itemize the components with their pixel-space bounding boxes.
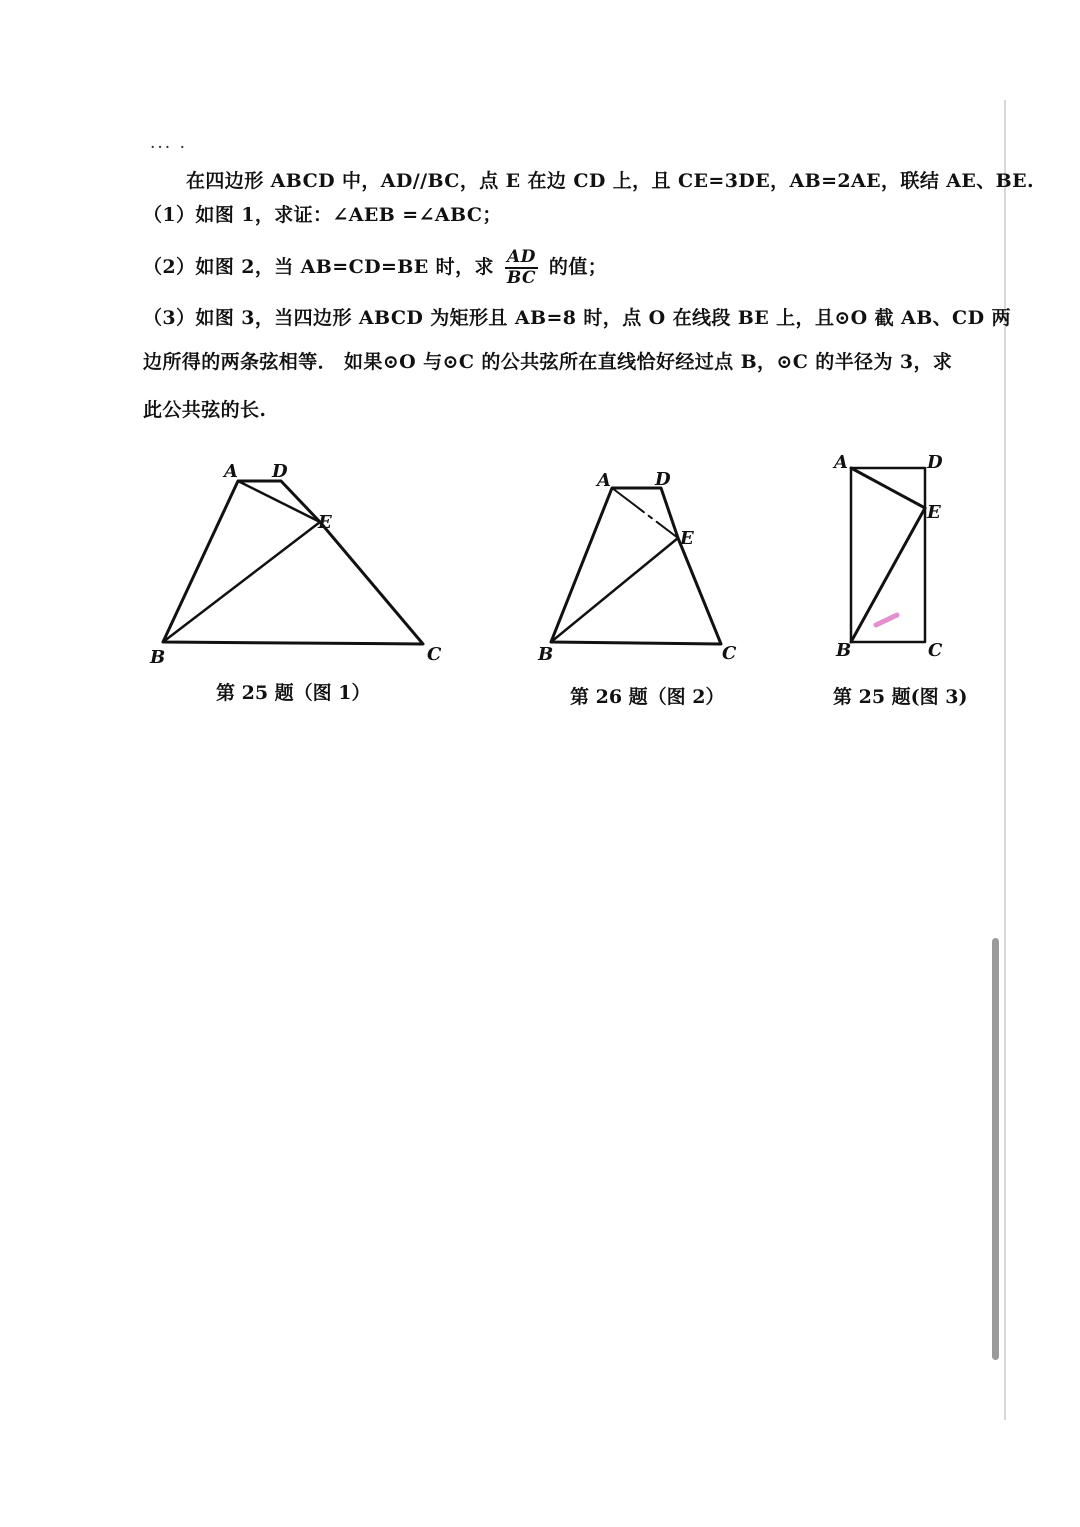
- part-2-prefix: （2）如图 2，当 AB=CD=BE 时，求: [143, 256, 494, 278]
- problem-part-1: （1）如图 1，求证：∠AEB =∠ABC；: [143, 204, 502, 226]
- figure-1-caption: 第 25 题（图 1）: [216, 682, 371, 704]
- fig1-segment-ae: [238, 481, 320, 522]
- fig3-label-d: D: [927, 452, 943, 473]
- fraction-denominator: BC: [506, 268, 536, 288]
- fig1-label-a: A: [224, 461, 238, 482]
- cropped-heading: ··· ·: [150, 142, 188, 154]
- fig1-label-c: C: [427, 644, 442, 665]
- figure-1: [149, 461, 442, 668]
- part-2-suffix: 的值；: [548, 256, 608, 278]
- fig3-label-c: C: [928, 640, 943, 661]
- problem-part-3-line-2: 边所得的两条弦相等． 如果⊙O 与⊙C 的公共弦所在直线恰好经过点 B，⊙C 的半径为 3，求: [143, 351, 953, 373]
- figure-2-caption: 第 26 题（图 2）: [570, 686, 725, 708]
- fig1-segment-be: [163, 522, 320, 642]
- fig1-label-e: E: [318, 512, 332, 533]
- fraction-numerator: AD: [505, 248, 538, 269]
- fig2-label-a: A: [597, 470, 611, 491]
- fig3-rectangle: [851, 468, 925, 642]
- problem-part-3-line-3: 此公共弦的长.: [143, 399, 267, 421]
- problem-intro: 在四边形 ABCD 中，AD//BC，点 E 在边 CD 上，且 CE=3DE，AB=2AE，联结 AE、BE.: [186, 170, 1035, 192]
- fig1-label-b: B: [150, 647, 166, 668]
- fig3-label-b: B: [836, 640, 852, 661]
- fig3-label-e: E: [927, 502, 941, 523]
- fig1-label-d: D: [272, 461, 288, 482]
- figure-3-caption: 第 25 题(图 3): [833, 686, 968, 708]
- fig1-quadrilateral: [163, 481, 423, 644]
- figure-3: [832, 452, 943, 661]
- problem-part-3-line-1: （3）如图 3，当四边形 ABCD 为矩形且 AB=8 时，点 O 在线段 BE 上，且⊙O 截 AB、CD 两: [143, 307, 1011, 329]
- fig2-label-c: C: [722, 643, 737, 664]
- fig2-label-e: E: [680, 528, 694, 549]
- fig2-label-b: B: [538, 644, 554, 665]
- fig2-label-d: D: [655, 469, 671, 490]
- fig3-pink-mark: [876, 615, 897, 625]
- figure-2: [537, 469, 737, 665]
- fig3-segment-ae: [851, 468, 925, 508]
- fig3-label-a: A: [834, 452, 848, 473]
